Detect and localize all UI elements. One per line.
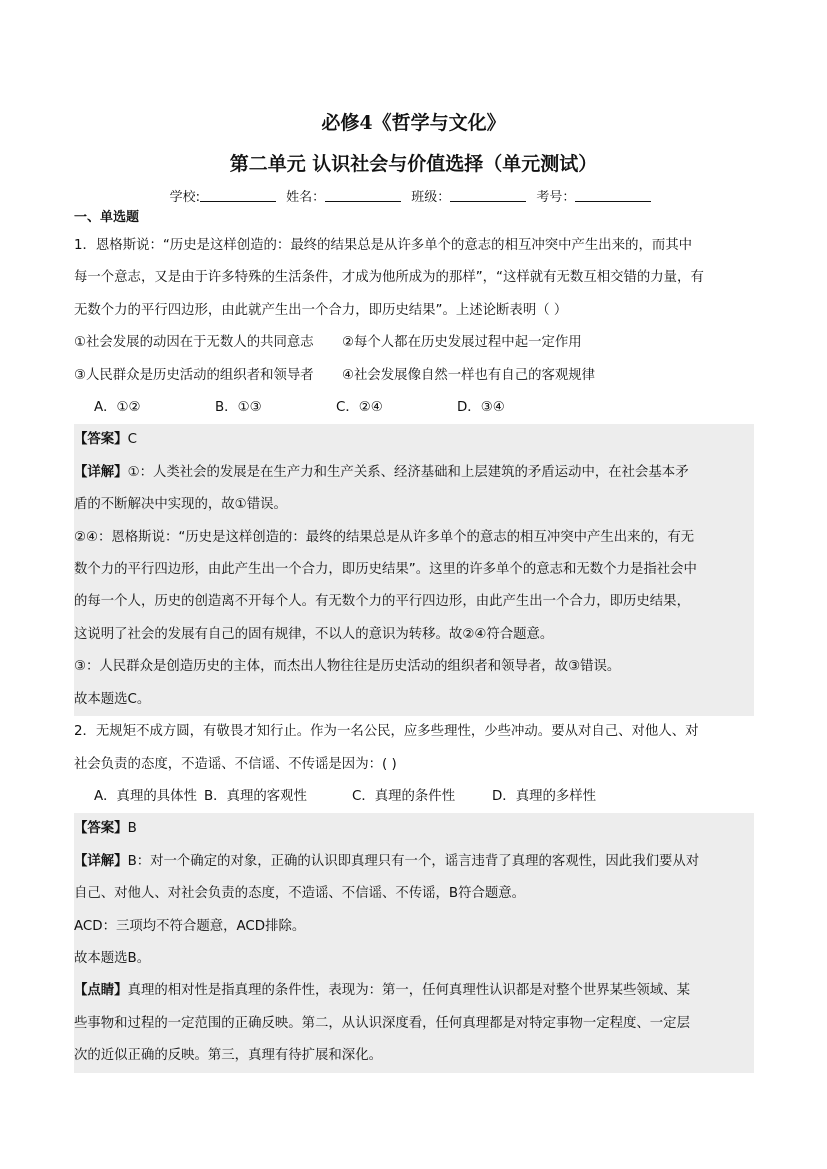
option-b: B．①③: [215, 400, 262, 416]
detail-line: 盾的不断解决中实现的，故①错误。: [74, 497, 287, 513]
question-2-options: [74, 781, 754, 813]
answer-value: C: [127, 432, 137, 448]
statement-1: ①社会发展的动因在于无数人的共同意志: [74, 335, 314, 351]
detail-text: ①：人类社会的发展是在生产力和生产关系、经济基础和上层建筑的矛盾运动中，在社会基本矛: [127, 464, 689, 480]
question-1-statements: [74, 327, 754, 359]
option-b: B．真理的客观性: [204, 788, 307, 804]
detail-label: 【详解】: [74, 464, 128, 480]
detail-line: 数个力的平行四边形，由此产生出一个合力，即历史结果”。这里的许多单个的意志和无数个力是指社会中: [74, 562, 697, 578]
question-1-options: [74, 392, 754, 424]
exam-number-field[interactable]: [575, 188, 651, 202]
option-a: A．①②: [94, 400, 141, 416]
detail-label: 【详解】: [74, 853, 128, 869]
question-2: [74, 716, 754, 1072]
document-content: [74, 206, 754, 1073]
comment-label: 【点睛】: [74, 983, 128, 999]
exam-number-label: 考号：: [536, 190, 576, 205]
question-1-solution: [74, 424, 754, 716]
answer-label: 【答案】: [74, 821, 128, 837]
detail-line: [74, 846, 754, 878]
comment-line: 些事物和过程的一定范围的正确反映。第二，从认识深度看，任何真理都是对特定事物一定程度、一定层: [74, 1015, 690, 1031]
question-1-line: 每一个意志，又是由于许多特殊的生活条件，才成为他所成为的那样”，“这样就有无数互相交错的力量，有: [74, 270, 704, 286]
question-1-line: 无数个力的平行四边形，由此就产生出一个合力，即历史结果”。上述论断表明（ ）: [74, 302, 568, 318]
statement-4: ④社会发展像自然一样也有自己的客观规律: [342, 367, 596, 383]
option-a: A．真理的具体性: [94, 788, 197, 804]
student-info-row: [0, 186, 827, 205]
question-1: [74, 230, 754, 716]
option-c: C．②④: [336, 400, 383, 416]
detail-line: 这说明了社会的发展有自己的固有规律，不以人的意识为转移。故②④符合题意。: [74, 626, 554, 642]
option-c: C．真理的条件性: [352, 788, 456, 804]
answer-line: [74, 813, 754, 845]
class-field[interactable]: [450, 188, 526, 202]
answer-label: 【答案】: [74, 432, 128, 448]
answer-line: [74, 424, 754, 456]
name-field[interactable]: [325, 188, 401, 202]
document-title: 必修4《哲学与文化》: [321, 112, 506, 134]
detail-text: B：对一个确定的对象，正确的认识即真理只有一个，谣言违背了真理的客观性，因此我们要从对: [127, 853, 700, 869]
detail-line: [74, 457, 754, 489]
comment-line: 次的近似正确的反映。第三，真理有待扩展和深化。: [74, 1048, 382, 1064]
question-2-line: 社会负责的态度，不造谣、不信谣、不传谣是因为：( ): [74, 756, 397, 772]
section-heading: 一、单选题: [74, 210, 140, 225]
comment-line: [74, 975, 754, 1007]
detail-line: 故本题选C。: [74, 691, 151, 707]
detail-line: 自己、对他人、对社会负责的态度，不造谣、不信谣、不传谣，B符合题意。: [74, 886, 526, 902]
statement-2: ②每个人都在历史发展过程中起一定作用: [342, 335, 582, 351]
detail-line: ③：人民群众是创造历史的主体，而杰出人物往往是历史活动的组织者和领导者，故③错误。: [74, 659, 621, 675]
option-d: D．真理的多样性: [492, 788, 597, 804]
detail-line: 故本题选B。: [74, 950, 151, 966]
school-label: 学校:: [169, 190, 200, 205]
detail-line: ACD：三项均不符合题意，ACD排除。: [74, 918, 306, 934]
option-d: D．③④: [457, 400, 505, 416]
comment-text: 真理的相对性是指真理的条件性，表现为：第一，任何真理性认识都是对整个世界某些领域、某: [127, 983, 690, 999]
question-1-statements: [74, 360, 754, 392]
school-field[interactable]: [200, 188, 276, 202]
detail-line: ②④：恩格斯说：“历史是这样创造的：最终的结果总是从许多单个的意志的相互冲突中产生出来的，有无: [74, 529, 695, 545]
detail-line: 的每一个人，历史的创造离不开每个人。有无数个力的平行四边形，由此产生出一个合力，即历史结果，: [74, 594, 690, 610]
answer-value: B: [127, 821, 137, 837]
statement-3: ③人民群众是历史活动的组织者和领导者: [74, 367, 314, 383]
question-2-line: 2．无规矩不成方圆，有敬畏才知行止。作为一名公民，应多些理性，少些冲动。要从对自己、对他人、对: [74, 724, 699, 740]
class-label: 班级：: [411, 190, 451, 205]
question-2-solution: [74, 813, 754, 1072]
question-1-line: 1．恩格斯说：“历史是这样创造的：最终的结果总是从许多单个的意志的相互冲突中产生出来的，而其中: [74, 238, 693, 253]
document-subtitle: 第二单元 认识社会与价值选择（单元测试）: [229, 153, 598, 175]
name-label: 姓名：: [286, 190, 326, 205]
